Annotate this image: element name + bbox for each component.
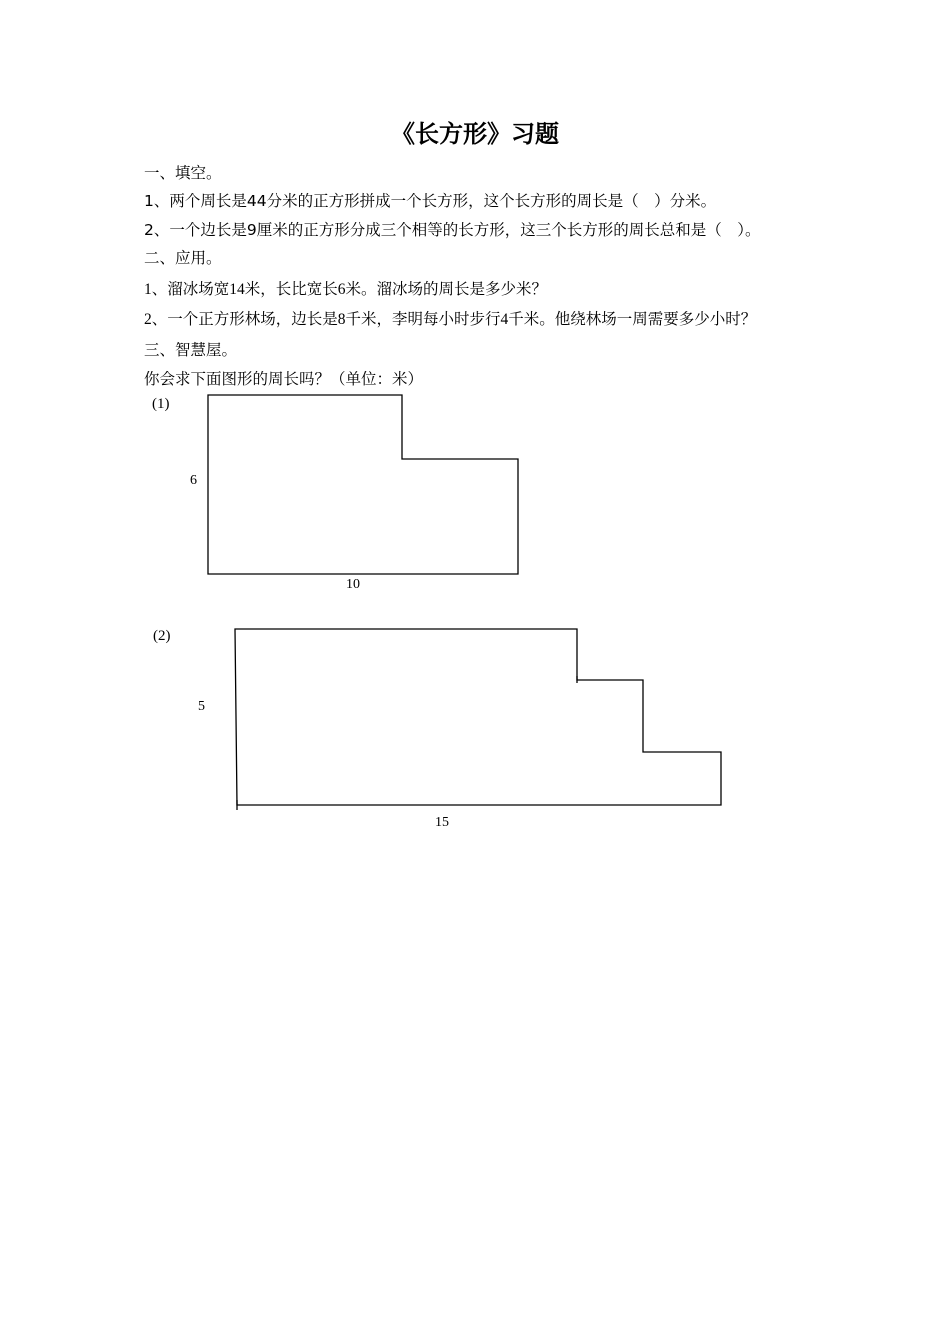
- section1-heading: 一、填空。: [144, 164, 222, 182]
- section3-prompt: 你会求下面图形的周长吗？（单位：米）: [144, 370, 424, 388]
- figure1-shape: [208, 395, 518, 574]
- figure1-label: (1): [152, 396, 170, 412]
- section3-heading: 三、智慧屋。: [144, 341, 238, 359]
- figure2-label: (2): [153, 628, 171, 644]
- section2-question-2: 2、一个正方形林场，边长是8千米，李明每小时步行4千米。他绕林场一周需要多少小时？: [144, 311, 757, 328]
- page-title: 《长方形》习题: [391, 120, 559, 148]
- section2-heading: 二、应用。: [144, 249, 222, 267]
- figure1-height-label: 6: [190, 473, 197, 488]
- figure2-height-label: 5: [198, 699, 205, 714]
- figure1-width-label: 10: [346, 577, 360, 592]
- section1-question-2: 2、一个边长是9厘米的正方形分成三个相等的长方形，这三个长方形的周长总和是（ ）。: [144, 221, 761, 239]
- section1-question-1: 1、两个周长是44分米的正方形拼成一个长方形，这个长方形的周长是（ ）分米。: [144, 192, 717, 210]
- figure2-shape: [235, 629, 721, 805]
- figure2-width-label: 15: [435, 815, 449, 830]
- section2-question-1: 1、溜冰场宽14米，长比宽长6米。溜冰场的周长是多少米？: [144, 281, 548, 298]
